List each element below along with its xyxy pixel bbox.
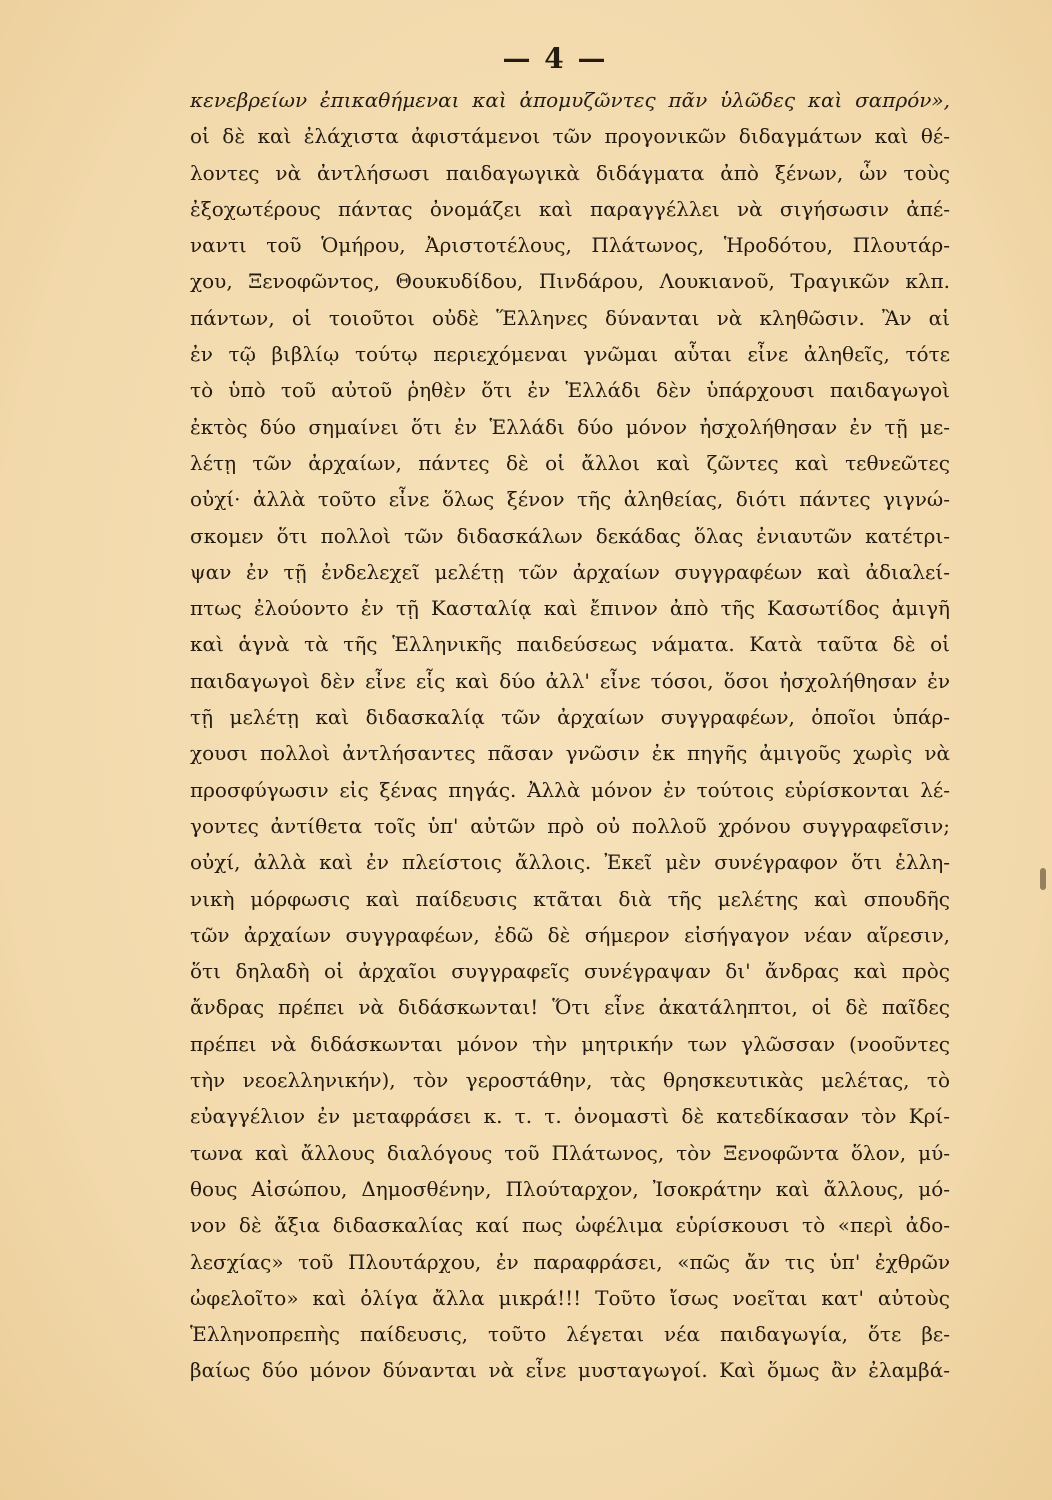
text-line: οὐχί· ἀλλὰ τοῦτο εἶνε ὅλως ξένον τῆς ἀληθείας, διότι πάντες γιγνώ- xyxy=(190,487,950,512)
text-line: τὸ ὑπὸ τοῦ αὐτοῦ ῥηθὲν ὅτι ἐν Ἑλλάδι δὲν ὑπάρχουσι παιδαγωγοὶ xyxy=(190,378,950,403)
text-line: ἐν τῷ βιβλίῳ τούτῳ περιεχόμεναι γνῶμαι αὗται εἶνε ἀληθεῖς, τότε xyxy=(190,342,950,367)
text-line: ἐκτὸς δύο σημαίνει ὅτι ἐν Ἑλλάδι δύο μόνον ἠσχολήθησαν ἐν τῇ με- xyxy=(190,414,950,439)
text-line: κενεβρείων ἐπικαθήμεναι καὶ ἀπομυζῶντες πᾶν ὑλῶδες καὶ σαπρόν», xyxy=(190,88,950,112)
text-line: νικὴ μόρφωσις καὶ παίδευσις κτᾶται διὰ τῆς μελέτης καὶ σπουδῆς xyxy=(190,886,950,911)
text-line: τῶν ἀρχαίων συγγραφέων, ἐδῶ δὲ σήμερον εἰσήγαγον νέαν αἵρεσιν, xyxy=(190,922,950,947)
body-text xyxy=(190,82,950,1389)
text-line: τὴν νεοελληνικήν), τὸν γεροστάθην, τὰς θρησκευτικὰς μελέτας, τὸ xyxy=(190,1068,950,1093)
text-line: χουσι πολλοὶ ἀντλήσαντες πᾶσαν γνῶσιν ἐκ πηγῆς ἀμιγοῦς χωρὶς νὰ xyxy=(190,741,950,766)
text-line: ὅτι δηλαδὴ οἱ ἀρχαῖοι συγγραφεῖς συνέγραψαν δι' ἄνδρας καὶ πρὸς xyxy=(190,959,950,984)
text-line: θους Αἰσώπου, Δημοσθένην, Πλούταρχον, Ἰσοκράτην καὶ ἄλλους, μό- xyxy=(190,1176,950,1201)
text-line: τῇ μελέτῃ καὶ διδασκαλίᾳ τῶν ἀρχαίων συγγραφέων, ὁποῖοι ὑπάρ- xyxy=(190,705,950,730)
text-line: χου, Ξενοφῶντος, Θουκυδίδου, Πινδάρου, Λουκιανοῦ, Τραγικῶν κλπ. xyxy=(190,269,950,294)
text-line: ψαν ἐν τῇ ἐνδελεχεῖ μελέτῃ τῶν ἀρχαίων συγγραφέων καὶ ἀδιαλεί- xyxy=(190,559,950,584)
text-line: ναντι τοῦ Ὁμήρου, Ἀριστοτέλους, Πλάτωνος, Ἡροδότου, Πλουτάρ- xyxy=(190,233,950,258)
text-line: πρέπει νὰ διδάσκωνται μόνον τὴν μητρικήν των γλῶσσαν (νοοῦντες xyxy=(190,1031,950,1056)
text-line: γοντες ἀντίθετα τοῖς ὑπ' αὐτῶν πρὸ οὐ πολλοῦ χρόνου συγγραφεῖσιν; xyxy=(190,813,950,838)
text-line: πτως ἐλούοντο ἐν τῇ Κασταλίᾳ καὶ ἔπινον ἀπὸ τῆς Κασωτίδος ἀμιγῆ xyxy=(190,596,950,621)
text-line: νον δὲ ἄξια διδασκαλίας καί πως ὠφέλιμα εὑρίσκουσι τὸ «περὶ ἀδο- xyxy=(190,1213,950,1238)
text-line: λεσχίας» τοῦ Πλουτάρχου, ἐν παραφράσει, «πῶς ἄν τις ὑπ' ἐχθρῶν xyxy=(190,1249,950,1274)
text-line: πάντων, οἱ τοιοῦτοι οὐδὲ Ἕλληνες δύνανται νὰ κληθῶσιν. Ἂν αἱ xyxy=(190,305,950,330)
margin-ink-mark xyxy=(1040,868,1046,890)
text-line: βαίως δύο μόνον δύνανται νὰ εἶνε μυσταγωγοί. Καὶ ὅμως ἂν ἐλαμβά- xyxy=(190,1358,950,1383)
text-line: Ἑλληνοπρεπὴς παίδευσις, τοῦτο λέγεται νέα παιδαγωγία, ὅτε βε- xyxy=(190,1322,950,1347)
text-line: παιδαγωγοὶ δὲν εἶνε εἷς καὶ δύο ἀλλ' εἶνε τόσοι, ὅσοι ἠσχολήθησαν ἐν xyxy=(190,668,950,693)
text-line: ἐξοχωτέρους πάντας ὀνομάζει καὶ παραγγέλλει νὰ σιγήσωσιν ἀπέ- xyxy=(190,196,950,221)
text-line: σκομεν ὅτι πολλοὶ τῶν διδασκάλων δεκάδας ὅλας ἐνιαυτῶν κατέτρι- xyxy=(190,523,950,548)
text-line: εὐαγγέλιον ἐν μεταφράσει κ. τ. τ. ὀνομαστὶ δὲ κατεδίκασαν τὸν Κρί- xyxy=(190,1104,950,1129)
text-line: οἱ δὲ καὶ ἐλάχιστα ἀφιστάμενοι τῶν προγονικῶν διδαγμάτων καὶ θέ- xyxy=(190,124,950,149)
page-number: — 4 — xyxy=(502,42,608,75)
text-line: οὐχί, ἀλλὰ καὶ ἐν πλείστοις ἄλλοις. Ἐκεῖ μὲν συνέγραφον ὅτι ἑλλη- xyxy=(190,850,950,875)
text-line: τωνα καὶ ἄλλους διαλόγους τοῦ Πλάτωνος, τὸν Ξενοφῶντα ὅλον, μύ- xyxy=(190,1140,950,1165)
text-line: ἄνδρας πρέπει νὰ διδάσκωνται! Ὅτι εἶνε ἀκατάληπτοι, οἱ δὲ παῖδες xyxy=(190,995,950,1020)
text-line: λοντες νὰ ἀντλήσωσι παιδαγωγικὰ διδάγματα ἀπὸ ξένων, ὧν τοὺς xyxy=(190,160,950,185)
text-line: προσφύγωσιν εἰς ξένας πηγάς. Ἀλλὰ μόνον ἐν τούτοις εὑρίσκονται λέ- xyxy=(190,777,950,802)
text-line: καὶ ἁγνὰ τὰ τῆς Ἑλληνικῆς παιδεύσεως νάματα. Κατὰ ταῦτα δὲ οἱ xyxy=(190,632,950,657)
text-line: ὠφελοῖτο» καὶ ὀλίγα ἄλλα μικρά!!! Τοῦτο ἴσως νοεῖται κατ' αὐτοὺς xyxy=(190,1285,950,1310)
text-line: λέτῃ τῶν ἀρχαίων, πάντες δὲ οἱ ἄλλοι καὶ ζῶντες καὶ τεθνεῶτες xyxy=(190,450,950,475)
